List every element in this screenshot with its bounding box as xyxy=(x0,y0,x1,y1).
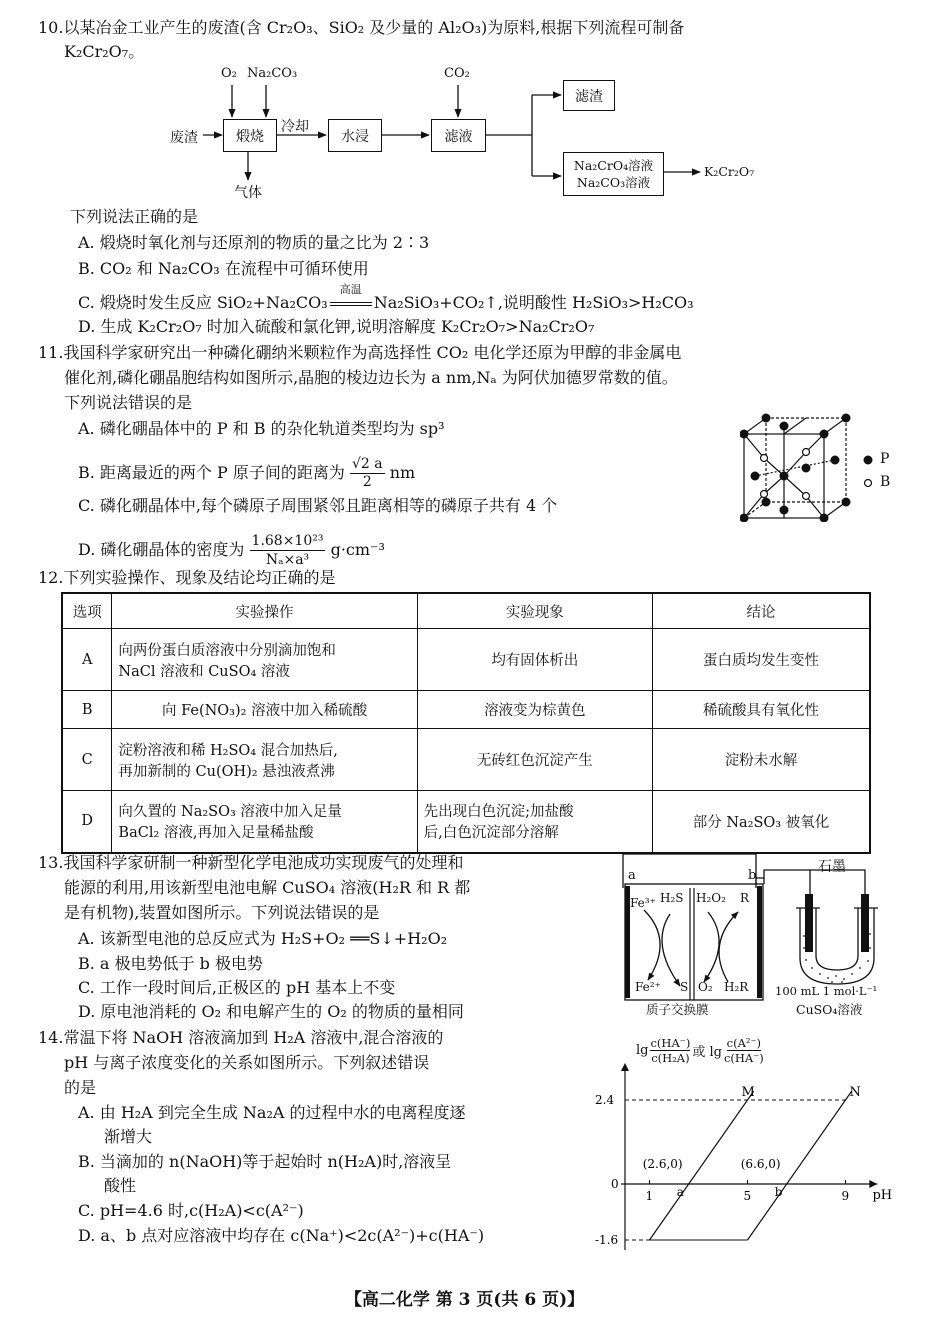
q10-option-c xyxy=(78,283,694,314)
page-footer: 【高二化学 第 3 页(共 6 页)】 xyxy=(344,1290,585,1310)
q10-stem-line2: K₂Cr₂O₇。 xyxy=(64,42,145,61)
y-tick-label: 2.4 xyxy=(595,1093,615,1107)
q14-option-b-line2: 酸性 xyxy=(104,1176,137,1195)
row-d-phen-line2: 后,白色沉淀部分溶解 xyxy=(423,825,559,842)
q14-stem-line3: 的是 xyxy=(64,1078,97,1097)
roast-box: 煅烧 xyxy=(223,119,277,152)
q13-option-b: B. a 极电势低于 b 极电势 xyxy=(78,954,263,973)
ylabel-den2: c(HA⁻) xyxy=(723,1051,764,1065)
q11-option-d-pre: D. 磷化硼晶体的密度为 xyxy=(78,540,245,559)
row-a-op-line1: 向两份蛋白质溶液中分别滴加饱和 xyxy=(118,642,336,659)
q11-d-numerator: 1.68×10²³ xyxy=(251,533,324,549)
solution-box xyxy=(563,152,664,196)
q10-option-b: B. CO₂ 和 Na₂CO₃ 在流程中可循环使用 xyxy=(78,259,369,278)
x-tick-label: 5 xyxy=(743,1189,752,1203)
q14-option-b-line1: B. 当滴加的 n(NaOH)等于起始时 n(H₂A)时,溶液呈 xyxy=(78,1152,452,1171)
q11-option-d-post: g·cm⁻³ xyxy=(330,540,385,559)
row-b-operation: 向 Fe(NO₃)₂ 溶液中加入稀硫酸 xyxy=(112,691,417,729)
electrode-a-label: a xyxy=(628,868,636,883)
point-label-a: a xyxy=(676,1185,684,1199)
q13-option-a: A. 该新型电池的总反应式为 H₂S+O₂ ══S↓+H₂O₂ xyxy=(78,929,448,948)
solution-line2: Na₂CO₃溶液 xyxy=(576,175,651,190)
o2-label: O₂ xyxy=(221,66,237,81)
x-axis-label: pH xyxy=(872,1188,893,1203)
q11-b-numerator: √2 a xyxy=(351,456,383,472)
header-conclusion: 结论 xyxy=(652,593,870,629)
ylabel-den1: c(H₂A) xyxy=(651,1051,690,1065)
row-c-op-line1: 淀粉溶液和稀 H₂SO₄ 混合加热后, xyxy=(118,742,338,759)
header-phenomenon: 实验现象 xyxy=(417,593,652,629)
table-row xyxy=(62,691,870,729)
condition-text: 高温 xyxy=(339,283,362,296)
h2r-label: H₂R xyxy=(724,980,749,994)
cool-label: 冷却 xyxy=(281,119,309,135)
header-option: 选项 xyxy=(62,593,112,629)
product-label: K₂Cr₂O₇ xyxy=(704,164,755,179)
x-axis-arrow xyxy=(869,1180,877,1188)
row-d-phen-line1: 先出现白色沉淀;加盐酸 xyxy=(423,804,574,821)
ylabel-num1: c(HA⁻) xyxy=(650,1036,691,1050)
q11-stem-line1: 11.我国科学家研究出一种磷化硼纳米颗粒作为高选择性 CO₂ 电化学还原为甲醇的非金属电 xyxy=(38,343,682,362)
row-b-option: B xyxy=(62,691,112,729)
point-label-b: b xyxy=(774,1185,783,1199)
q11-option-b-post: nm xyxy=(389,463,416,482)
ylabel-num2: c(A²⁻) xyxy=(726,1036,762,1050)
gas-label: 气体 xyxy=(234,185,262,201)
x-tick-label: 9 xyxy=(841,1189,850,1203)
membrane-label: 质子交换膜 xyxy=(646,1002,709,1017)
q11-option-d xyxy=(78,532,385,569)
q10-prompt: 下列说法正确的是 xyxy=(70,207,199,226)
feed-label: 废渣 xyxy=(170,130,198,146)
y-axis-arrow xyxy=(621,1063,629,1071)
x-tick-label: 1 xyxy=(645,1189,654,1203)
q11-d-fraction xyxy=(250,532,326,569)
row-a-conclusion: 蛋白质均发生变性 xyxy=(652,629,870,691)
row-a-op-line2: NaCl 溶液和 CuSO₄ 溶液 xyxy=(118,663,290,680)
row-c-conclusion: 淀粉未水解 xyxy=(652,729,870,791)
row-d-phenomenon xyxy=(417,791,652,853)
row-d-op-line1: 向久置的 Na₂SO₃ 溶液中加入足量 xyxy=(118,804,342,821)
h2o2-label: H₂O₂ xyxy=(696,891,726,905)
row-d-option: D xyxy=(62,791,112,853)
y-tick-label: -1.6 xyxy=(595,1233,619,1247)
header-operation: 实验操作 xyxy=(112,593,417,629)
q10-option-d: D. 生成 K₂Cr₂O₇ 时加入硫酸和氯化钾,说明溶解度 K₂Cr₂O₇>Na₂Cr₂O₇ xyxy=(78,317,595,336)
s-label: S xyxy=(680,980,689,994)
q11-stem-line2: 催化剂,磷化硼晶胞结构如图所示,晶胞的棱边边长为 a nm,Nₐ 为阿伏加德罗常数的值。 xyxy=(64,368,678,387)
q10-option-c-post: Na₂SiO₃+CO₂↑,说明酸性 H₂SiO₃>H₂CO₃ xyxy=(373,293,694,312)
row-c-phenomenon: 无砖红色沉淀产生 xyxy=(417,729,652,791)
row-a-phenomenon: 均有固体析出 xyxy=(417,629,652,691)
point-coord-b: (6.6,0) xyxy=(740,1157,781,1171)
na2co3-label: Na₂CO₃ xyxy=(247,66,298,81)
q13-option-c: C. 工作一段时间后,正极区的 pH 基本上不变 xyxy=(78,978,396,997)
q10-flow-arrows xyxy=(0,0,929,220)
q13-stem-line2: 能源的利用,用该新型电池电解 CuSO₄ 溶液(H₂R 和 R 都 xyxy=(64,878,471,897)
h2s-label: H₂S xyxy=(660,891,684,905)
reaction-condition xyxy=(328,283,374,314)
q14-option-c: C. pH=4.6 时,c(H₂A)<c(A²⁻) xyxy=(78,1201,304,1220)
q13-option-d: D. 原电池消耗的 O₂ 和电解产生的 O₂ 的物质的量相同 xyxy=(78,1002,464,1021)
row-b-conclusion: 稀硫酸具有氧化性 xyxy=(652,691,870,729)
q11-option-c: C. 磷化硼晶体中,每个磷原子周围紧邻且距离相等的磷原子共有 4 个 xyxy=(78,496,558,515)
row-c-option: C xyxy=(62,729,112,791)
q11-d-denominator: Nₐ×a³ xyxy=(265,552,310,568)
q14-option-a-line1: A. 由 H₂A 到完全生成 Na₂A 的过程中水的电离程度逐 xyxy=(78,1103,466,1122)
ylabel-or: 或 lg xyxy=(692,1045,722,1060)
q11-option-b xyxy=(78,456,415,491)
q12-experiment-table xyxy=(61,592,871,854)
residue-box: 滤渣 xyxy=(563,80,615,111)
q11-option-a: A. 磷化硼晶体中的 P 和 B 的杂化轨道类型均为 sp³ xyxy=(78,419,445,438)
series-label-M: M xyxy=(741,1085,755,1100)
legend-b-label: B xyxy=(880,474,891,490)
q11-b-fraction xyxy=(350,456,385,491)
q12-stem: 12.下列实验操作、现象及结论均正确的是 xyxy=(38,568,336,587)
x-tick-label: 0 xyxy=(611,1177,619,1191)
q13-stem-line3: 是有机物),装置如图所示。下列说法错误的是 xyxy=(64,903,380,922)
row-a-option: A xyxy=(62,629,112,691)
crystal-legend-marks xyxy=(862,454,874,488)
o2-label: O₂ xyxy=(698,980,713,994)
q10-option-a: A. 煅烧时氧化剂与还原剂的物质的量之比为 2∶3 xyxy=(78,233,430,252)
row-b-phenomenon: 溶液变为棕黄色 xyxy=(417,691,652,729)
cuso4-line1: 100 mL 1 mol·L⁻¹ xyxy=(775,984,878,998)
q11-option-b-pre: B. 距离最近的两个 P 原子间的距离为 xyxy=(78,463,345,482)
table-row xyxy=(62,629,870,691)
r-label: R xyxy=(740,891,750,905)
graphite-label: 石墨 xyxy=(818,859,846,875)
q14-stem-line1: 14.常温下将 NaOH 溶液滴加到 H₂A 溶液中,混合溶液的 xyxy=(38,1028,444,1047)
point-coord-a: (2.6,0) xyxy=(642,1157,683,1171)
co2-label: CO₂ xyxy=(444,66,470,81)
legend-p-label: P xyxy=(880,451,890,467)
q14-chart xyxy=(595,1060,895,1260)
solution-line1: Na₂CrO₄溶液 xyxy=(573,158,654,173)
q11-stem-line3: 下列说法错误的是 xyxy=(64,393,193,412)
filtrate-box: 滤液 xyxy=(431,119,486,152)
table-row xyxy=(62,729,870,791)
electrode-b-label: b xyxy=(748,868,757,883)
q14-option-d: D. a、b 点对应溶液中均存在 c(Na⁺)<2c(A²⁻)+c(HA⁻) xyxy=(78,1226,485,1245)
q14-stem-line2: pH 与离子浓度变化的关系如图所示。下列叙述错误 xyxy=(64,1053,430,1072)
table-row xyxy=(62,791,870,853)
q10-stem-line1: 10.以某冶金工业产生的废渣(含 Cr₂O₃、SiO₂ 及少量的 Al₂O₃)为原料,根据下列流程可制备 xyxy=(38,18,685,37)
row-c-operation xyxy=(112,729,417,791)
equal-sign xyxy=(330,302,372,306)
q10-option-c-pre: C. 煅烧时发生反应 SiO₂+Na₂CO₃ xyxy=(78,293,328,312)
fe2-label: Fe²⁺ xyxy=(635,980,661,994)
table-header-row xyxy=(62,593,870,629)
series-label-N: N xyxy=(849,1085,861,1100)
fe3-label: Fe³⁺ xyxy=(630,896,656,910)
q14-option-a-line2: 渐增大 xyxy=(104,1127,153,1146)
row-c-op-line2: 再加新制的 Cu(OH)₂ 悬浊液煮沸 xyxy=(118,763,335,780)
ylabel-lg1: lg xyxy=(636,1043,649,1058)
row-a-operation xyxy=(112,629,417,691)
row-d-conclusion: 部分 Na₂SO₃ 被氧化 xyxy=(652,791,870,853)
q11-b-denominator: 2 xyxy=(362,474,372,490)
cuso4-line2: CuSO₄溶液 xyxy=(796,1002,863,1017)
row-d-op-line2: BaCl₂ 溶液,再加入足量稀盐酸 xyxy=(118,825,314,842)
water-leach-box: 水浸 xyxy=(328,119,382,152)
row-d-operation xyxy=(112,791,417,853)
q13-stem-line1: 13.我国科学家研制一种新型化学电池成功实现废气的处理和 xyxy=(38,853,464,872)
